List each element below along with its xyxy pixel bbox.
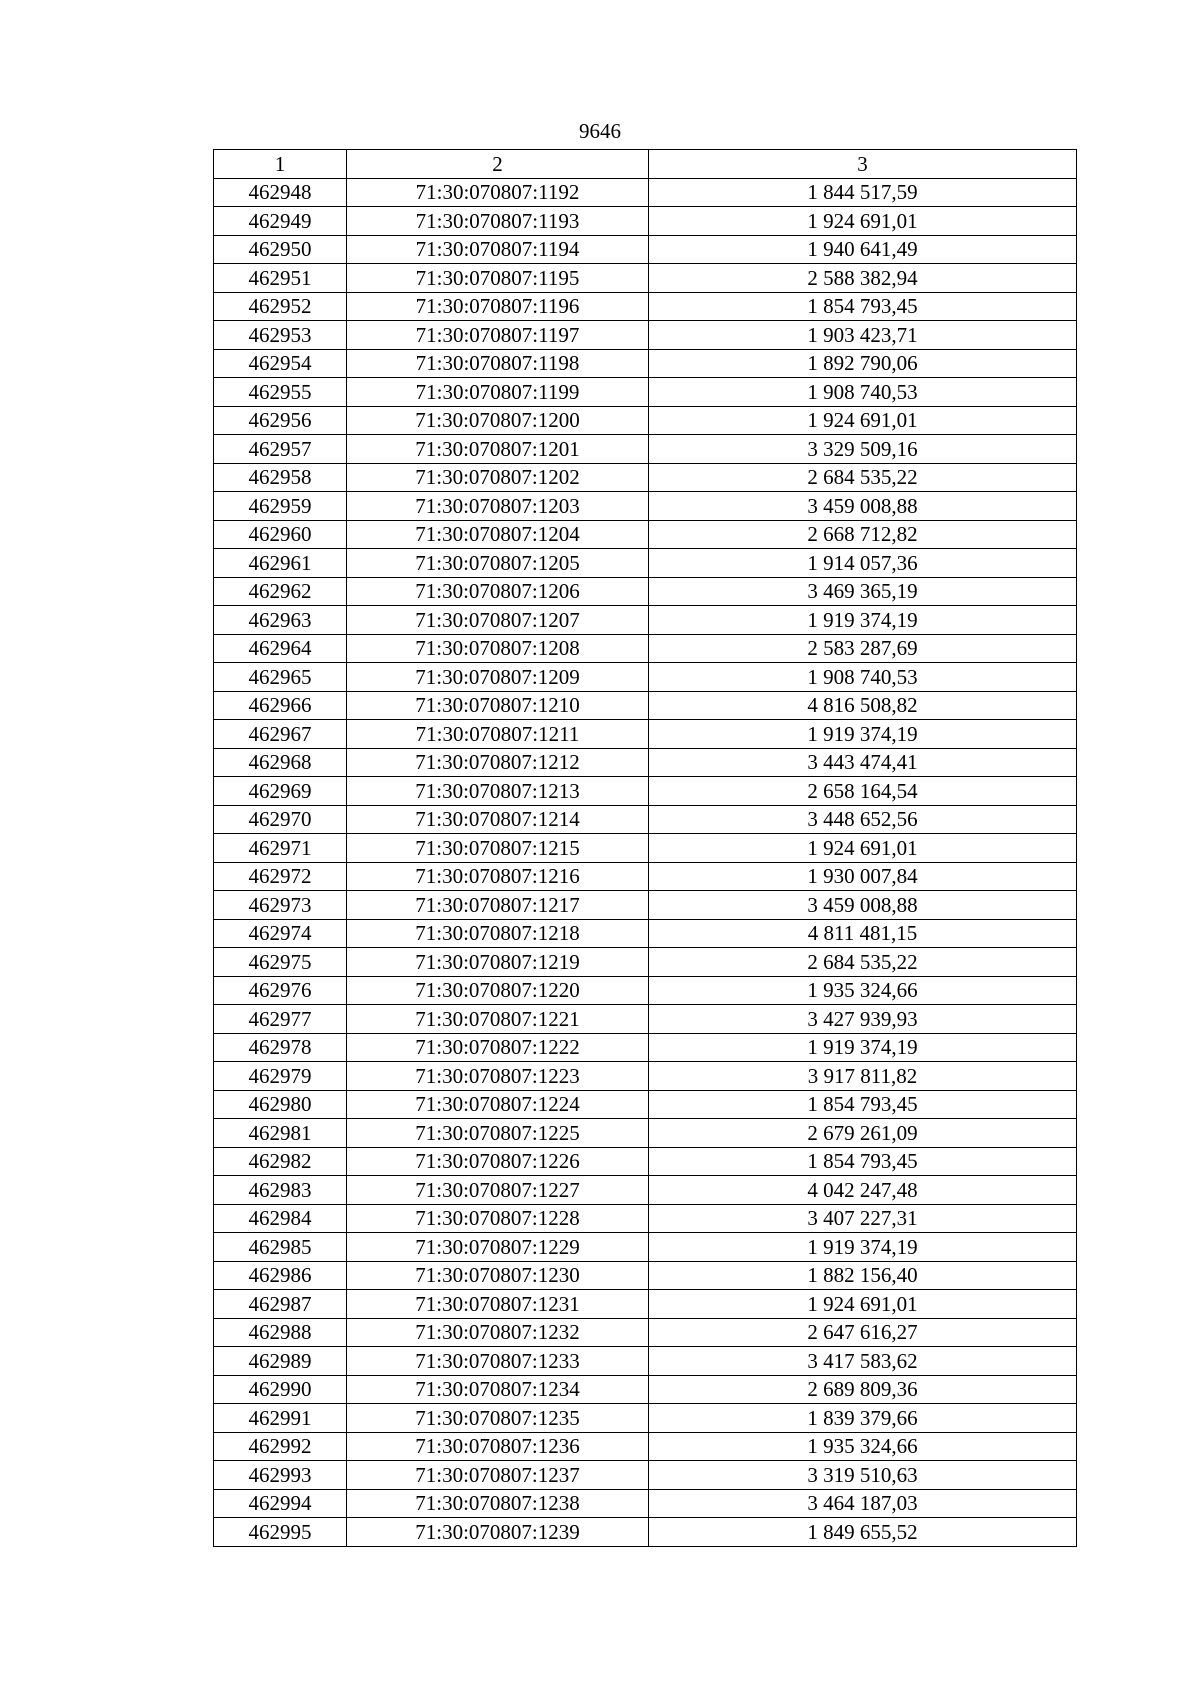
- cadastral-number-cell: 71:30:070807:1213: [347, 777, 649, 806]
- table-row: [214, 349, 1077, 378]
- table-row: [214, 634, 1077, 663]
- header-row: [214, 150, 1077, 179]
- cadastral-number-cell: 71:30:070807:1229: [347, 1233, 649, 1262]
- row-number-cell: 462969: [214, 777, 347, 806]
- row-number-cell: 462983: [214, 1176, 347, 1205]
- cadastral-number-cell: 71:30:070807:1223: [347, 1062, 649, 1091]
- value-cell: 3 464 187,03: [649, 1489, 1077, 1518]
- row-number-cell: 462972: [214, 862, 347, 891]
- row-number-cell: 462978: [214, 1033, 347, 1062]
- table-row: [214, 492, 1077, 521]
- table-row: [214, 577, 1077, 606]
- cadastral-number-cell: 71:30:070807:1219: [347, 948, 649, 977]
- value-cell: 1 924 691,01: [649, 834, 1077, 863]
- value-cell: 1 919 374,19: [649, 606, 1077, 635]
- table-row: [214, 321, 1077, 350]
- value-cell: 2 658 164,54: [649, 777, 1077, 806]
- table-row: [214, 720, 1077, 749]
- table-row: [214, 1318, 1077, 1347]
- row-number-cell: 462995: [214, 1518, 347, 1547]
- table-row: [214, 777, 1077, 806]
- row-number-cell: 462967: [214, 720, 347, 749]
- value-cell: 2 684 535,22: [649, 463, 1077, 492]
- cadastral-number-cell: 71:30:070807:1205: [347, 549, 649, 578]
- row-number-cell: 462968: [214, 748, 347, 777]
- table-row: [214, 549, 1077, 578]
- cadastral-number-cell: 71:30:070807:1235: [347, 1404, 649, 1433]
- cadastral-number-cell: 71:30:070807:1221: [347, 1005, 649, 1034]
- row-number-cell: 462990: [214, 1375, 347, 1404]
- row-number-cell: 462949: [214, 207, 347, 236]
- cadastral-number-cell: 71:30:070807:1196: [347, 292, 649, 321]
- cadastral-number-cell: 71:30:070807:1226: [347, 1147, 649, 1176]
- cadastral-number-cell: 71:30:070807:1197: [347, 321, 649, 350]
- cadastral-number-cell: 71:30:070807:1239: [347, 1518, 649, 1547]
- cadastral-number-cell: 71:30:070807:1203: [347, 492, 649, 521]
- table-row: [214, 1518, 1077, 1547]
- table-row: [214, 1432, 1077, 1461]
- value-cell: 1 854 793,45: [649, 1090, 1077, 1119]
- cadastral-number-cell: 71:30:070807:1211: [347, 720, 649, 749]
- row-number-cell: 462977: [214, 1005, 347, 1034]
- table-row: [214, 435, 1077, 464]
- table-row: [214, 406, 1077, 435]
- table-row: [214, 1233, 1077, 1262]
- table-row: [214, 1290, 1077, 1319]
- table-row: [214, 919, 1077, 948]
- cadastral-number-cell: 71:30:070807:1209: [347, 663, 649, 692]
- table-row: [214, 663, 1077, 692]
- row-number-cell: 462953: [214, 321, 347, 350]
- value-cell: 4 811 481,15: [649, 919, 1077, 948]
- row-number-cell: 462991: [214, 1404, 347, 1433]
- value-cell: 2 679 261,09: [649, 1119, 1077, 1148]
- table-row: [214, 1375, 1077, 1404]
- value-cell: 1 882 156,40: [649, 1261, 1077, 1290]
- table-row: [214, 748, 1077, 777]
- row-number-cell: 462970: [214, 805, 347, 834]
- value-cell: 4 042 247,48: [649, 1176, 1077, 1205]
- cadastral-number-cell: 71:30:070807:1232: [347, 1318, 649, 1347]
- value-cell: 1 935 324,66: [649, 1432, 1077, 1461]
- value-cell: 3 417 583,62: [649, 1347, 1077, 1376]
- value-cell: 1 919 374,19: [649, 1233, 1077, 1262]
- table-row: [214, 1347, 1077, 1376]
- header-cell-1: 1: [214, 150, 347, 179]
- row-number-cell: 462984: [214, 1204, 347, 1233]
- value-cell: 1 849 655,52: [649, 1518, 1077, 1547]
- row-number-cell: 462955: [214, 378, 347, 407]
- row-number-cell: 462987: [214, 1290, 347, 1319]
- value-cell: 1 908 740,53: [649, 663, 1077, 692]
- row-number-cell: 462954: [214, 349, 347, 378]
- table-row: [214, 1176, 1077, 1205]
- cadastral-number-cell: 71:30:070807:1217: [347, 891, 649, 920]
- row-number-cell: 462989: [214, 1347, 347, 1376]
- table-row: [214, 1062, 1077, 1091]
- cadastral-number-cell: 71:30:070807:1212: [347, 748, 649, 777]
- cadastral-number-cell: 71:30:070807:1201: [347, 435, 649, 464]
- table-row: [214, 862, 1077, 891]
- cadastral-number-cell: 71:30:070807:1222: [347, 1033, 649, 1062]
- value-cell: 1 854 793,45: [649, 292, 1077, 321]
- row-number-cell: 462979: [214, 1062, 347, 1091]
- row-number-cell: 462993: [214, 1461, 347, 1490]
- table-row: [214, 1461, 1077, 1490]
- page-number: 9646: [579, 119, 621, 143]
- cadastral-number-cell: 71:30:070807:1198: [347, 349, 649, 378]
- row-number-cell: 462952: [214, 292, 347, 321]
- table-row: [214, 1261, 1077, 1290]
- value-cell: 3 329 509,16: [649, 435, 1077, 464]
- table-row: [214, 891, 1077, 920]
- table-row: [214, 691, 1077, 720]
- value-cell: 4 816 508,82: [649, 691, 1077, 720]
- row-number-cell: 462992: [214, 1432, 347, 1461]
- cadastral-number-cell: 71:30:070807:1238: [347, 1489, 649, 1518]
- cadastral-number-cell: 71:30:070807:1202: [347, 463, 649, 492]
- cadastral-number-cell: 71:30:070807:1225: [347, 1119, 649, 1148]
- value-cell: 1 940 641,49: [649, 235, 1077, 264]
- cadastral-number-cell: 71:30:070807:1231: [347, 1290, 649, 1319]
- value-cell: 1 924 691,01: [649, 406, 1077, 435]
- value-cell: 1 924 691,01: [649, 207, 1077, 236]
- table-row: [214, 378, 1077, 407]
- table-row: [214, 1204, 1077, 1233]
- row-number-cell: 462950: [214, 235, 347, 264]
- row-number-cell: 462976: [214, 976, 347, 1005]
- value-cell: 2 588 382,94: [649, 264, 1077, 293]
- cadastral-number-cell: 71:30:070807:1214: [347, 805, 649, 834]
- value-cell: 1 903 423,71: [649, 321, 1077, 350]
- row-number-cell: 462988: [214, 1318, 347, 1347]
- table-row: [214, 264, 1077, 293]
- value-cell: 2 583 287,69: [649, 634, 1077, 663]
- row-number-cell: 462971: [214, 834, 347, 863]
- row-number-cell: 462951: [214, 264, 347, 293]
- row-number-cell: 462948: [214, 178, 347, 207]
- value-cell: 1 908 740,53: [649, 378, 1077, 407]
- table-row: [214, 805, 1077, 834]
- table-row: [214, 207, 1077, 236]
- value-cell: 3 459 008,88: [649, 891, 1077, 920]
- cadastral-number-cell: 71:30:070807:1195: [347, 264, 649, 293]
- row-number-cell: 462994: [214, 1489, 347, 1518]
- value-cell: 1 930 007,84: [649, 862, 1077, 891]
- table-row: [214, 520, 1077, 549]
- value-cell: 1 854 793,45: [649, 1147, 1077, 1176]
- row-number-cell: 462961: [214, 549, 347, 578]
- row-number-cell: 462956: [214, 406, 347, 435]
- value-cell: 1 839 379,66: [649, 1404, 1077, 1433]
- value-cell: 1 919 374,19: [649, 1033, 1077, 1062]
- table-row: [214, 1033, 1077, 1062]
- row-number-cell: 462980: [214, 1090, 347, 1119]
- cadastral-number-cell: 71:30:070807:1220: [347, 976, 649, 1005]
- row-number-cell: 462966: [214, 691, 347, 720]
- table-row: [214, 976, 1077, 1005]
- value-cell: 3 427 939,93: [649, 1005, 1077, 1034]
- cadastral-number-cell: 71:30:070807:1216: [347, 862, 649, 891]
- cadastral-number-cell: 71:30:070807:1199: [347, 378, 649, 407]
- value-cell: 2 668 712,82: [649, 520, 1077, 549]
- table-row: [214, 1090, 1077, 1119]
- cadastral-number-cell: 71:30:070807:1194: [347, 235, 649, 264]
- row-number-cell: 462974: [214, 919, 347, 948]
- row-number-cell: 462962: [214, 577, 347, 606]
- registry-table: [213, 149, 1077, 1547]
- cadastral-number-cell: 71:30:070807:1224: [347, 1090, 649, 1119]
- cadastral-number-cell: 71:30:070807:1207: [347, 606, 649, 635]
- value-cell: 1 919 374,19: [649, 720, 1077, 749]
- row-number-cell: 462975: [214, 948, 347, 977]
- table-row: [214, 834, 1077, 863]
- table-row: [214, 292, 1077, 321]
- row-number-cell: 462963: [214, 606, 347, 635]
- row-number-cell: 462965: [214, 663, 347, 692]
- cadastral-number-cell: 71:30:070807:1233: [347, 1347, 649, 1376]
- cadastral-number-cell: 71:30:070807:1230: [347, 1261, 649, 1290]
- row-number-cell: 462981: [214, 1119, 347, 1148]
- row-number-cell: 462985: [214, 1233, 347, 1262]
- cadastral-number-cell: 71:30:070807:1210: [347, 691, 649, 720]
- value-cell: 3 459 008,88: [649, 492, 1077, 521]
- cadastral-number-cell: 71:30:070807:1206: [347, 577, 649, 606]
- value-cell: 2 684 535,22: [649, 948, 1077, 977]
- header-cell-2: 2: [347, 150, 649, 179]
- row-number-cell: 462957: [214, 435, 347, 464]
- table-header: [214, 150, 1077, 179]
- table-row: [214, 606, 1077, 635]
- value-cell: 3 917 811,82: [649, 1062, 1077, 1091]
- value-cell: 1 935 324,66: [649, 976, 1077, 1005]
- cadastral-number-cell: 71:30:070807:1208: [347, 634, 649, 663]
- row-number-cell: 462973: [214, 891, 347, 920]
- cadastral-number-cell: 71:30:070807:1204: [347, 520, 649, 549]
- cadastral-number-cell: 71:30:070807:1227: [347, 1176, 649, 1205]
- table-row: [214, 1119, 1077, 1148]
- row-number-cell: 462986: [214, 1261, 347, 1290]
- cadastral-number-cell: 71:30:070807:1234: [347, 1375, 649, 1404]
- value-cell: 1 892 790,06: [649, 349, 1077, 378]
- table-row: [214, 463, 1077, 492]
- header-cell-3: 3: [649, 150, 1077, 179]
- table-row: [214, 1489, 1077, 1518]
- cadastral-number-cell: 71:30:070807:1236: [347, 1432, 649, 1461]
- value-cell: 3 407 227,31: [649, 1204, 1077, 1233]
- cadastral-number-cell: 71:30:070807:1215: [347, 834, 649, 863]
- value-cell: 3 469 365,19: [649, 577, 1077, 606]
- row-number-cell: 462982: [214, 1147, 347, 1176]
- table-row: [214, 948, 1077, 977]
- cadastral-number-cell: 71:30:070807:1200: [347, 406, 649, 435]
- value-cell: 2 647 616,27: [649, 1318, 1077, 1347]
- table-row: [214, 1147, 1077, 1176]
- value-cell: 1 914 057,36: [649, 549, 1077, 578]
- row-number-cell: 462959: [214, 492, 347, 521]
- row-number-cell: 462964: [214, 634, 347, 663]
- row-number-cell: 462960: [214, 520, 347, 549]
- value-cell: 1 844 517,59: [649, 178, 1077, 207]
- table-body: [214, 178, 1077, 1546]
- table-row: [214, 1404, 1077, 1433]
- value-cell: 3 319 510,63: [649, 1461, 1077, 1490]
- cadastral-number-cell: 71:30:070807:1237: [347, 1461, 649, 1490]
- cadastral-number-cell: 71:30:070807:1192: [347, 178, 649, 207]
- cadastral-number-cell: 71:30:070807:1193: [347, 207, 649, 236]
- row-number-cell: 462958: [214, 463, 347, 492]
- value-cell: 3 443 474,41: [649, 748, 1077, 777]
- table-row: [214, 178, 1077, 207]
- table-row: [214, 235, 1077, 264]
- cadastral-number-cell: 71:30:070807:1228: [347, 1204, 649, 1233]
- value-cell: 1 924 691,01: [649, 1290, 1077, 1319]
- value-cell: 3 448 652,56: [649, 805, 1077, 834]
- cadastral-number-cell: 71:30:070807:1218: [347, 919, 649, 948]
- value-cell: 2 689 809,36: [649, 1375, 1077, 1404]
- table-row: [214, 1005, 1077, 1034]
